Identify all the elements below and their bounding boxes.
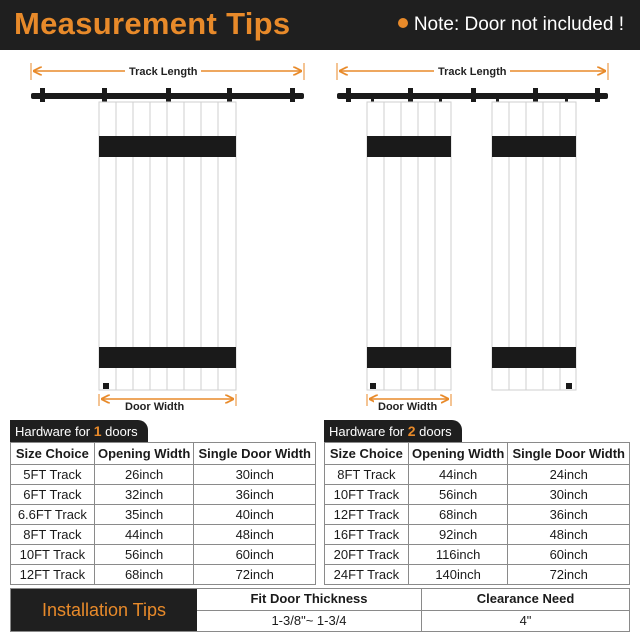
double-door-right <box>492 102 576 390</box>
cell-door: 72inch <box>508 565 630 585</box>
table-row <box>11 525 316 545</box>
table-row <box>11 505 316 525</box>
table-one-caption <box>10 420 148 442</box>
cell-opening: 92inch <box>408 525 508 545</box>
cell-size: 8FT Track <box>11 525 95 545</box>
caption-suffix: doors <box>101 424 138 439</box>
table-header-row <box>325 443 630 465</box>
table-row <box>325 565 630 585</box>
cell-opening: 116inch <box>408 545 508 565</box>
cell-door: 36inch <box>194 485 316 505</box>
table-row <box>325 505 630 525</box>
cell-opening: 56inch <box>408 485 508 505</box>
note-text: Note: Door not included ! <box>413 14 624 35</box>
cell-size: 16FT Track <box>325 525 409 545</box>
cell-size: 10FT Track <box>11 545 95 565</box>
table-two-caption <box>324 420 462 442</box>
table-row <box>325 465 630 485</box>
double-door-width-label: Door Width <box>374 400 441 414</box>
caption-prefix: Hardware for <box>15 424 94 439</box>
cell-door: 40inch <box>194 505 316 525</box>
table-row <box>11 465 316 485</box>
table-row <box>325 485 630 505</box>
cell-opening: 56inch <box>94 545 194 565</box>
cell-opening: 140inch <box>408 565 508 585</box>
double-door-left <box>367 102 451 390</box>
cell-opening: 35inch <box>94 505 194 525</box>
cell-door: 30inch <box>194 465 316 485</box>
cell-door: 60inch <box>194 545 316 565</box>
thickness-value: 1-3/8"~ 1-3/4 <box>271 613 347 628</box>
barn-door-illustration <box>0 50 640 420</box>
header-size-choice: Size Choice <box>325 443 409 465</box>
cell-door: 24inch <box>508 465 630 485</box>
cell-size: 8FT Track <box>325 465 409 485</box>
table-two <box>324 442 630 585</box>
table-one <box>10 442 316 585</box>
header-opening-width: Opening Width <box>94 443 194 465</box>
header-single-door-width: Single Door Width <box>194 443 316 465</box>
cell-size: 12FT Track <box>325 505 409 525</box>
thickness-label: Fit Door Thickness <box>250 591 368 606</box>
caption-number: 2 <box>407 423 416 439</box>
clearance-label: Clearance Need <box>476 591 575 606</box>
table-row <box>325 545 630 565</box>
caption-prefix: Hardware for <box>329 424 408 439</box>
table-row <box>11 545 316 565</box>
page-title: Measurement Tips <box>14 6 291 41</box>
cell-opening: 26inch <box>94 465 194 485</box>
door-not-included-note <box>398 14 624 36</box>
single-track-length-label: Track Length <box>125 65 201 79</box>
bullet-dot-icon <box>398 18 408 28</box>
cell-door: 48inch <box>508 525 630 545</box>
cell-opening: 68inch <box>94 565 194 585</box>
cell-door: 72inch <box>194 565 316 585</box>
cell-size: 5FT Track <box>11 465 95 485</box>
cell-size: 12FT Track <box>11 565 95 585</box>
cell-opening: 68inch <box>408 505 508 525</box>
cell-opening: 32inch <box>94 485 194 505</box>
cell-opening: 44inch <box>94 525 194 545</box>
double-track-length-label: Track Length <box>434 65 510 79</box>
header-single-door-width: Single Door Width <box>508 443 630 465</box>
installation-tips-title: Installation Tips <box>11 589 197 631</box>
caption-suffix: doors <box>415 424 452 439</box>
cell-door: 36inch <box>508 505 630 525</box>
table-row <box>11 565 316 585</box>
caption-number: 1 <box>93 423 102 439</box>
clearance-value: 4" <box>519 613 532 628</box>
cell-size: 6.6FT Track <box>11 505 95 525</box>
header-size-choice: Size Choice <box>11 443 95 465</box>
table-header-row <box>11 443 316 465</box>
cell-size: 6FT Track <box>11 485 95 505</box>
cell-door: 48inch <box>194 525 316 545</box>
header-opening-width: Opening Width <box>408 443 508 465</box>
cell-size: 20FT Track <box>325 545 409 565</box>
header-bar <box>0 0 640 50</box>
cell-opening: 44inch <box>408 465 508 485</box>
cell-door: 30inch <box>508 485 630 505</box>
table-row <box>11 485 316 505</box>
installation-tips-panel <box>10 588 630 632</box>
single-door-width-label: Door Width <box>121 400 188 414</box>
cell-door: 60inch <box>508 545 630 565</box>
cell-size: 10FT Track <box>325 485 409 505</box>
single-door <box>99 102 236 390</box>
table-row <box>325 525 630 545</box>
cell-size: 24FT Track <box>325 565 409 585</box>
